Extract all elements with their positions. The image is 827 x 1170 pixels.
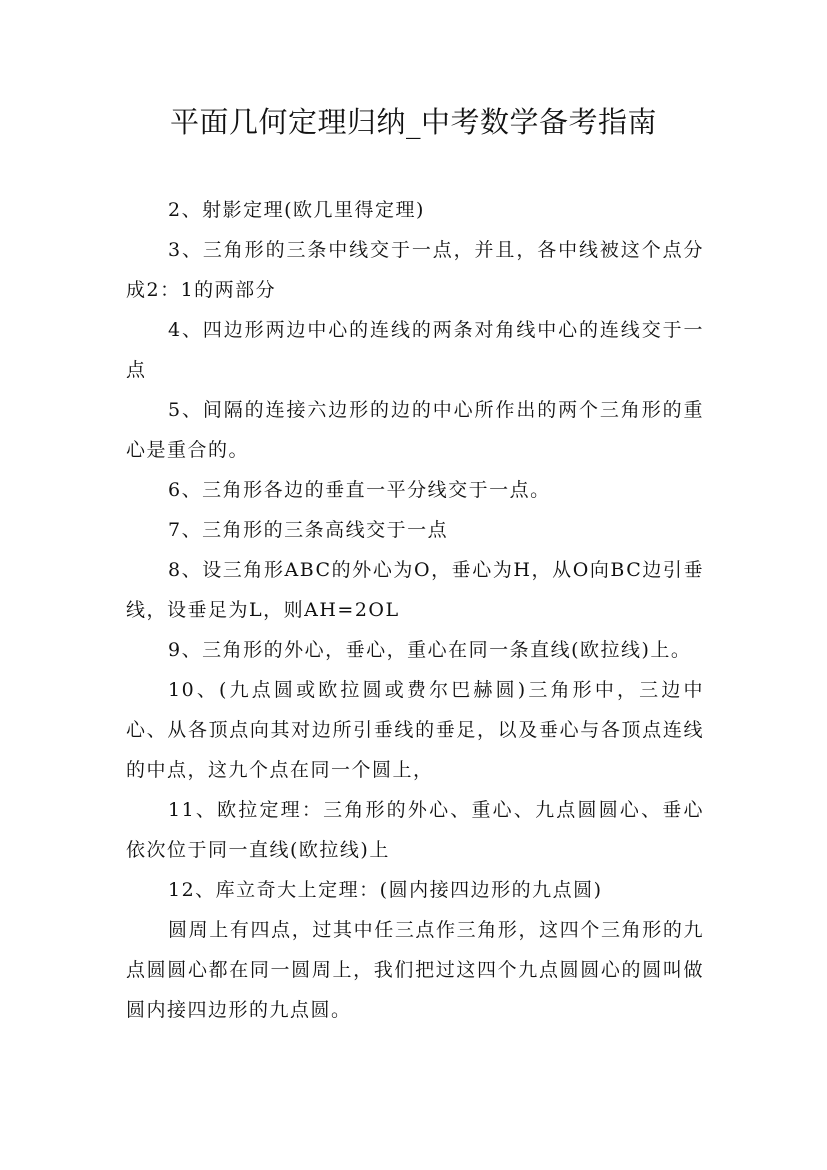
paragraph-8: 8、设三角形ABC的外心为O，垂心为H，从O向BC边引垂线，设垂足为L，则AH=2OL	[126, 559, 704, 621]
document-body	[126, 190, 704, 1030]
paragraph-5: 5、间隔的连接六边形的边的中心所作出的两个三角形的重心是重合的。	[126, 399, 704, 461]
paragraph-12: 12、库立奇大上定理：(圆内接四边形的九点圆)	[168, 879, 603, 901]
paragraph-3: 3、三角形的三条中线交于一点，并且，各中线被这个点分成2：1的两部分	[126, 239, 704, 301]
paragraph-7: 7、三角形的三条高线交于一点	[168, 519, 449, 541]
paragraph-11: 11、欧拉定理：三角形的外心、重心、九点圆圆心、垂心依次位于同一直线(欧拉线)上	[126, 799, 704, 861]
paragraph-4: 4、四边形两边中心的连线的两条对角线中心的连线交于一点	[126, 319, 704, 381]
paragraph-6: 6、三角形各边的垂直一平分线交于一点。	[168, 479, 551, 501]
paragraph-nine-point-circle: 圆周上有四点，过其中任三点作三角形，这四个三角形的九点圆圆心都在同一圆周上，我们把过这四个九点圆圆心的圆叫做圆内接四边形的九点圆。	[126, 919, 704, 1021]
paragraph-2: 2、射影定理(欧几里得定理)	[168, 199, 425, 221]
document-title: 平面几何定理归纳_中考数学备考指南	[169, 105, 657, 139]
paragraph-9: 9、三角形的外心，垂心，重心在同一条直线(欧拉线)上。	[168, 639, 692, 661]
paragraph-10: 10、(九点圆或欧拉圆或费尔巴赫圆)三角形中，三边中心、从各顶点向其对边所引垂线的垂足，以及垂心与各顶点连线的中点，这九个点在同一个圆上，	[126, 679, 704, 781]
